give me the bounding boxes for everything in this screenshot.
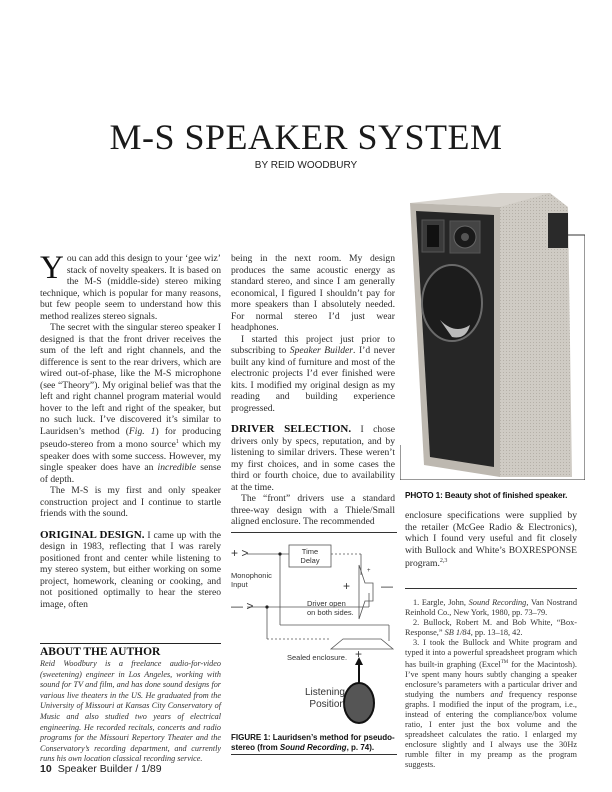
- sealed-plus: +: [355, 647, 363, 661]
- page-number: 10: [40, 763, 52, 775]
- plus-input: + >: [231, 546, 249, 560]
- footnotes: [405, 598, 577, 770]
- driver-open-label: Driver open on both sides.: [307, 599, 354, 617]
- divider: [231, 754, 397, 755]
- paragraph: I started this project just prior to subscribing to Speaker Builder. I’d never built any kind of furniture and most of the electronic projects I’d ever finished were kits. I modified my original design as my reading and building experience progressed.: [231, 333, 396, 414]
- footnote-2: 2. Bullock, Robert M. and Bob White, “Box-Response,” SB 1/84, pp. 13–18, 42.: [405, 618, 577, 637]
- photo-caption: PHOTO 1: Beauty shot of finished speaker.: [405, 491, 568, 500]
- column-2: [231, 253, 395, 528]
- about-the-author: [40, 643, 221, 765]
- divider: [405, 588, 577, 589]
- side-driver: [548, 213, 568, 248]
- about-heading: ABOUT THE AUTHOR: [40, 646, 161, 658]
- input-label: Monophonic Input: [231, 571, 272, 589]
- paragraph: The secret with the singular stereo speaker I designed is that the front driver receives the sum of the left and right channels, and the difference is sent to the rear drivers, which are wired out-of-phase, like the M-S microphone (see “Theory”). My original belief was that the left and right channel program material would hover to the left and right of the speaker, but no such luck. I’ve discovered it’s similar to Lauridsen’s method (Fig. 1) for producing pseudo-stereo from a mono source$^1$ which my speaker does with some success. However, my single speaker does have an incredible sense of depth.: [40, 322, 222, 485]
- divider: [231, 532, 397, 533]
- section-heading: DRIVER SELECTION.: [231, 423, 352, 435]
- page-folio: [40, 763, 162, 775]
- drop-cap: Y: [40, 250, 64, 286]
- speaker-photo: [400, 185, 585, 480]
- driver-minus: —: [381, 579, 393, 593]
- section-original-design: ORIGINAL DESIGN. I came up with the design in 1983, reflecting that I was rarely positioned front and center while listening to my stereo system, but either working on some project, homework, cleaning or cooking, and not positioned optimally to hear the stereo image, often: [40, 528, 221, 610]
- section-driver-selection: DRIVER SELECTION. I chose drivers only by specs, reputation, and by listening to similar drivers. These weren’t my first choices, and in some cases the third or fourth choice, due to availability at the time.: [231, 423, 395, 493]
- article-title: M-S SPEAKER SYSTEM: [109, 117, 503, 157]
- byline: BY REID WOODBURY: [254, 160, 358, 171]
- minus-input: — >: [231, 599, 254, 613]
- column-3: [405, 510, 577, 570]
- intro-paragraph: You can add this design to your ‘gee wiz’ stack of novelty speakers. It is based on the M-S (middle-side) stereo miking technique, which is popular for many reasons, but few people seem to understand how this method realizes stereo signals.: [40, 250, 221, 322]
- paragraph: The “front” drivers use a standard three-way design with a Thiele/Small aligned enclosure. The recommended: [231, 493, 395, 527]
- listening-position-label: Listening Position: [304, 687, 345, 710]
- footnote-1: 1. Eargle, John, Sound Recording, Van Nostrand Reinhold Co., New York, 1980, pp. 73–79.: [405, 598, 577, 617]
- driver-plus: +: [343, 579, 351, 593]
- figure-1-diagram: [231, 543, 395, 733]
- paragraph: being in the next room. My design produces the same acoustic energy as standard stereo, and since I am generally economical, I figured I shouldn’t pay for more speakers than I absolutely needed. For normal stereo I’d just wear headphones.: [231, 253, 395, 333]
- footnote-3: 3. I took the Bullock and White program and typed it into a powerful spreadsheet program which has built-in graphing (Excel™ for the Macintosh). I’ve spent many hours subtly changing a speaker enclosure’s parameters with a particular driver and studying the numbers and frequency response graphs. I modified the input of the program, i.e., instead of entering the compliance/box volume ratio, I enter just the box volume and the spreadsheet calculates the ratio. I enlarged my enclosure slightly and I always use the 30Hz rumble filter in my preamp as the program suggests.: [405, 638, 577, 769]
- time-delay-label: Time Delay: [300, 547, 320, 565]
- paragraph: enclosure specifications were supplied by the retailer (McGee Radio & Electronics), which I found very useful and fit closely with Bullock and White’s BOXRESPONSE program.$^{2,3}$: [405, 510, 577, 570]
- figure-caption: FIGURE 1: Lauridsen’s method for pseudo-stereo (from Sound Recording, p. 74).: [231, 733, 395, 752]
- paragraph: The M-S is my first and only speaker construction project and I continue to startle friends with the sound.: [40, 485, 221, 520]
- terminal-plus: +: [367, 568, 371, 574]
- about-text: Reid Woodbury is a freelance audio-for-video (sweetening) engineer in Los Angeles, working with sound for TV and film, and has done sound designs for various live theaters in the US. He graduated from the University of Missouri at Kansas City Conservatory of Music and also studied two years of electrical engineering. He recorded recitals, concerts and radio programs for the Missouri Repertory Theater and the Conservatory’s recording department, and currently runs his own location classical recording service.: [40, 659, 221, 764]
- magazine-issue: Speaker Builder / 1/89: [57, 763, 162, 775]
- listening-position-head: [344, 683, 374, 723]
- sealed-enclosure-label: Sealed enclosure.: [287, 653, 348, 662]
- column-1: [40, 250, 222, 610]
- section-heading: ORIGINAL DESIGN.: [40, 528, 145, 541]
